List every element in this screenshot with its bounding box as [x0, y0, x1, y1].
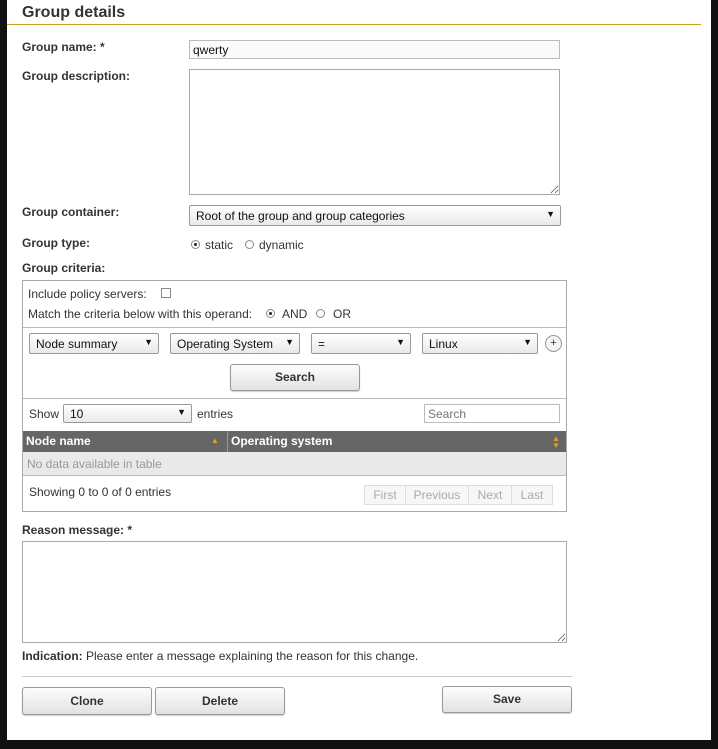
table-search-input[interactable] — [424, 404, 560, 423]
chevron-down-icon: ▼ — [177, 407, 186, 417]
reason-textarea[interactable] — [22, 541, 567, 643]
indication-text — [22, 649, 418, 663]
pager-last-button[interactable]: Last — [511, 485, 553, 505]
column-operating-system[interactable] — [228, 431, 566, 452]
group-type-label: Group type: — [22, 236, 90, 250]
operand-or-label: OR — [333, 307, 351, 321]
search-button[interactable]: Search — [230, 364, 360, 391]
criteria-box — [22, 280, 567, 512]
criteria-divider-2 — [23, 398, 566, 399]
entries-value: 10 — [70, 407, 84, 421]
delete-button[interactable]: Delete — [155, 687, 285, 715]
pager-next-button[interactable]: Next — [468, 485, 512, 505]
table-header — [23, 431, 566, 452]
actions-divider — [22, 676, 572, 677]
group-name-input[interactable] — [189, 40, 560, 59]
table-empty-text: No data available in table — [27, 457, 162, 471]
entries-select[interactable] — [63, 404, 192, 423]
group-description-label: Group description: — [22, 69, 130, 83]
indication-bold: Indication: — [22, 649, 83, 663]
chevron-down-icon: ▼ — [144, 337, 153, 347]
criteria-comparator-select[interactable] — [311, 333, 411, 354]
criteria-value-select[interactable] — [422, 333, 538, 354]
group-description-textarea[interactable] — [189, 69, 560, 195]
group-container-value: Root of the group and group categories — [196, 209, 405, 223]
save-button[interactable]: Save — [442, 686, 572, 713]
group-container-select[interactable] — [189, 205, 561, 226]
entries-label: entries — [197, 407, 234, 421]
panel-header — [7, 0, 701, 25]
pager-first-button[interactable]: First — [364, 485, 406, 505]
criteria-object-value: Node summary — [36, 337, 118, 351]
type-static-label: static — [205, 238, 234, 252]
page-title: Group details — [22, 4, 126, 21]
group-container-label: Group container: — [22, 205, 120, 219]
operand-and-label: AND — [282, 307, 308, 321]
sort-both-icon: ▲ ▼ — [552, 434, 560, 450]
operand-or-radio[interactable] — [316, 309, 325, 318]
criteria-divider-1 — [23, 327, 566, 328]
show-label: Show — [29, 407, 60, 421]
include-policy-label: Include policy servers: — [28, 287, 147, 301]
type-dynamic-label: dynamic — [259, 238, 304, 252]
criteria-attribute-value: Operating System — [177, 337, 274, 351]
criteria-object-select[interactable] — [29, 333, 159, 354]
operand-label: Match the criteria below with this operand: — [28, 307, 253, 321]
operand-and-radio[interactable] — [266, 309, 275, 318]
indication-message: Please enter a message explaining the reason for this change. — [82, 649, 419, 663]
chevron-down-icon: ▼ — [546, 209, 555, 219]
reason-label: Reason message: * — [22, 523, 133, 537]
add-criterion-button[interactable]: + — [545, 335, 562, 352]
chevron-down-icon: ▼ — [523, 337, 532, 347]
clone-button[interactable]: Clone — [22, 687, 152, 715]
column-operating-system-label: Operating system — [231, 434, 333, 448]
criteria-value-value: Linux — [429, 337, 458, 351]
criteria-attribute-select[interactable] — [170, 333, 300, 354]
chevron-down-icon: ▼ — [285, 337, 294, 347]
pager-previous-button[interactable]: Previous — [405, 485, 469, 505]
criteria-comparator-value: = — [318, 337, 326, 351]
sort-asc-icon: ▲ — [211, 436, 219, 445]
column-node-name[interactable] — [23, 431, 228, 452]
include-policy-checkbox[interactable] — [161, 288, 171, 298]
chevron-down-icon: ▼ — [396, 337, 405, 347]
group-criteria-label: Group criteria: — [22, 261, 106, 275]
type-static-radio[interactable] — [191, 240, 200, 249]
table-empty-row — [23, 452, 566, 476]
type-dynamic-radio[interactable] — [245, 240, 254, 249]
column-node-name-label: Node name — [26, 434, 91, 448]
table-info: Showing 0 to 0 of 0 entries — [29, 485, 172, 499]
group-details-panel — [7, 0, 711, 740]
group-name-label: Group name: * — [22, 40, 105, 54]
